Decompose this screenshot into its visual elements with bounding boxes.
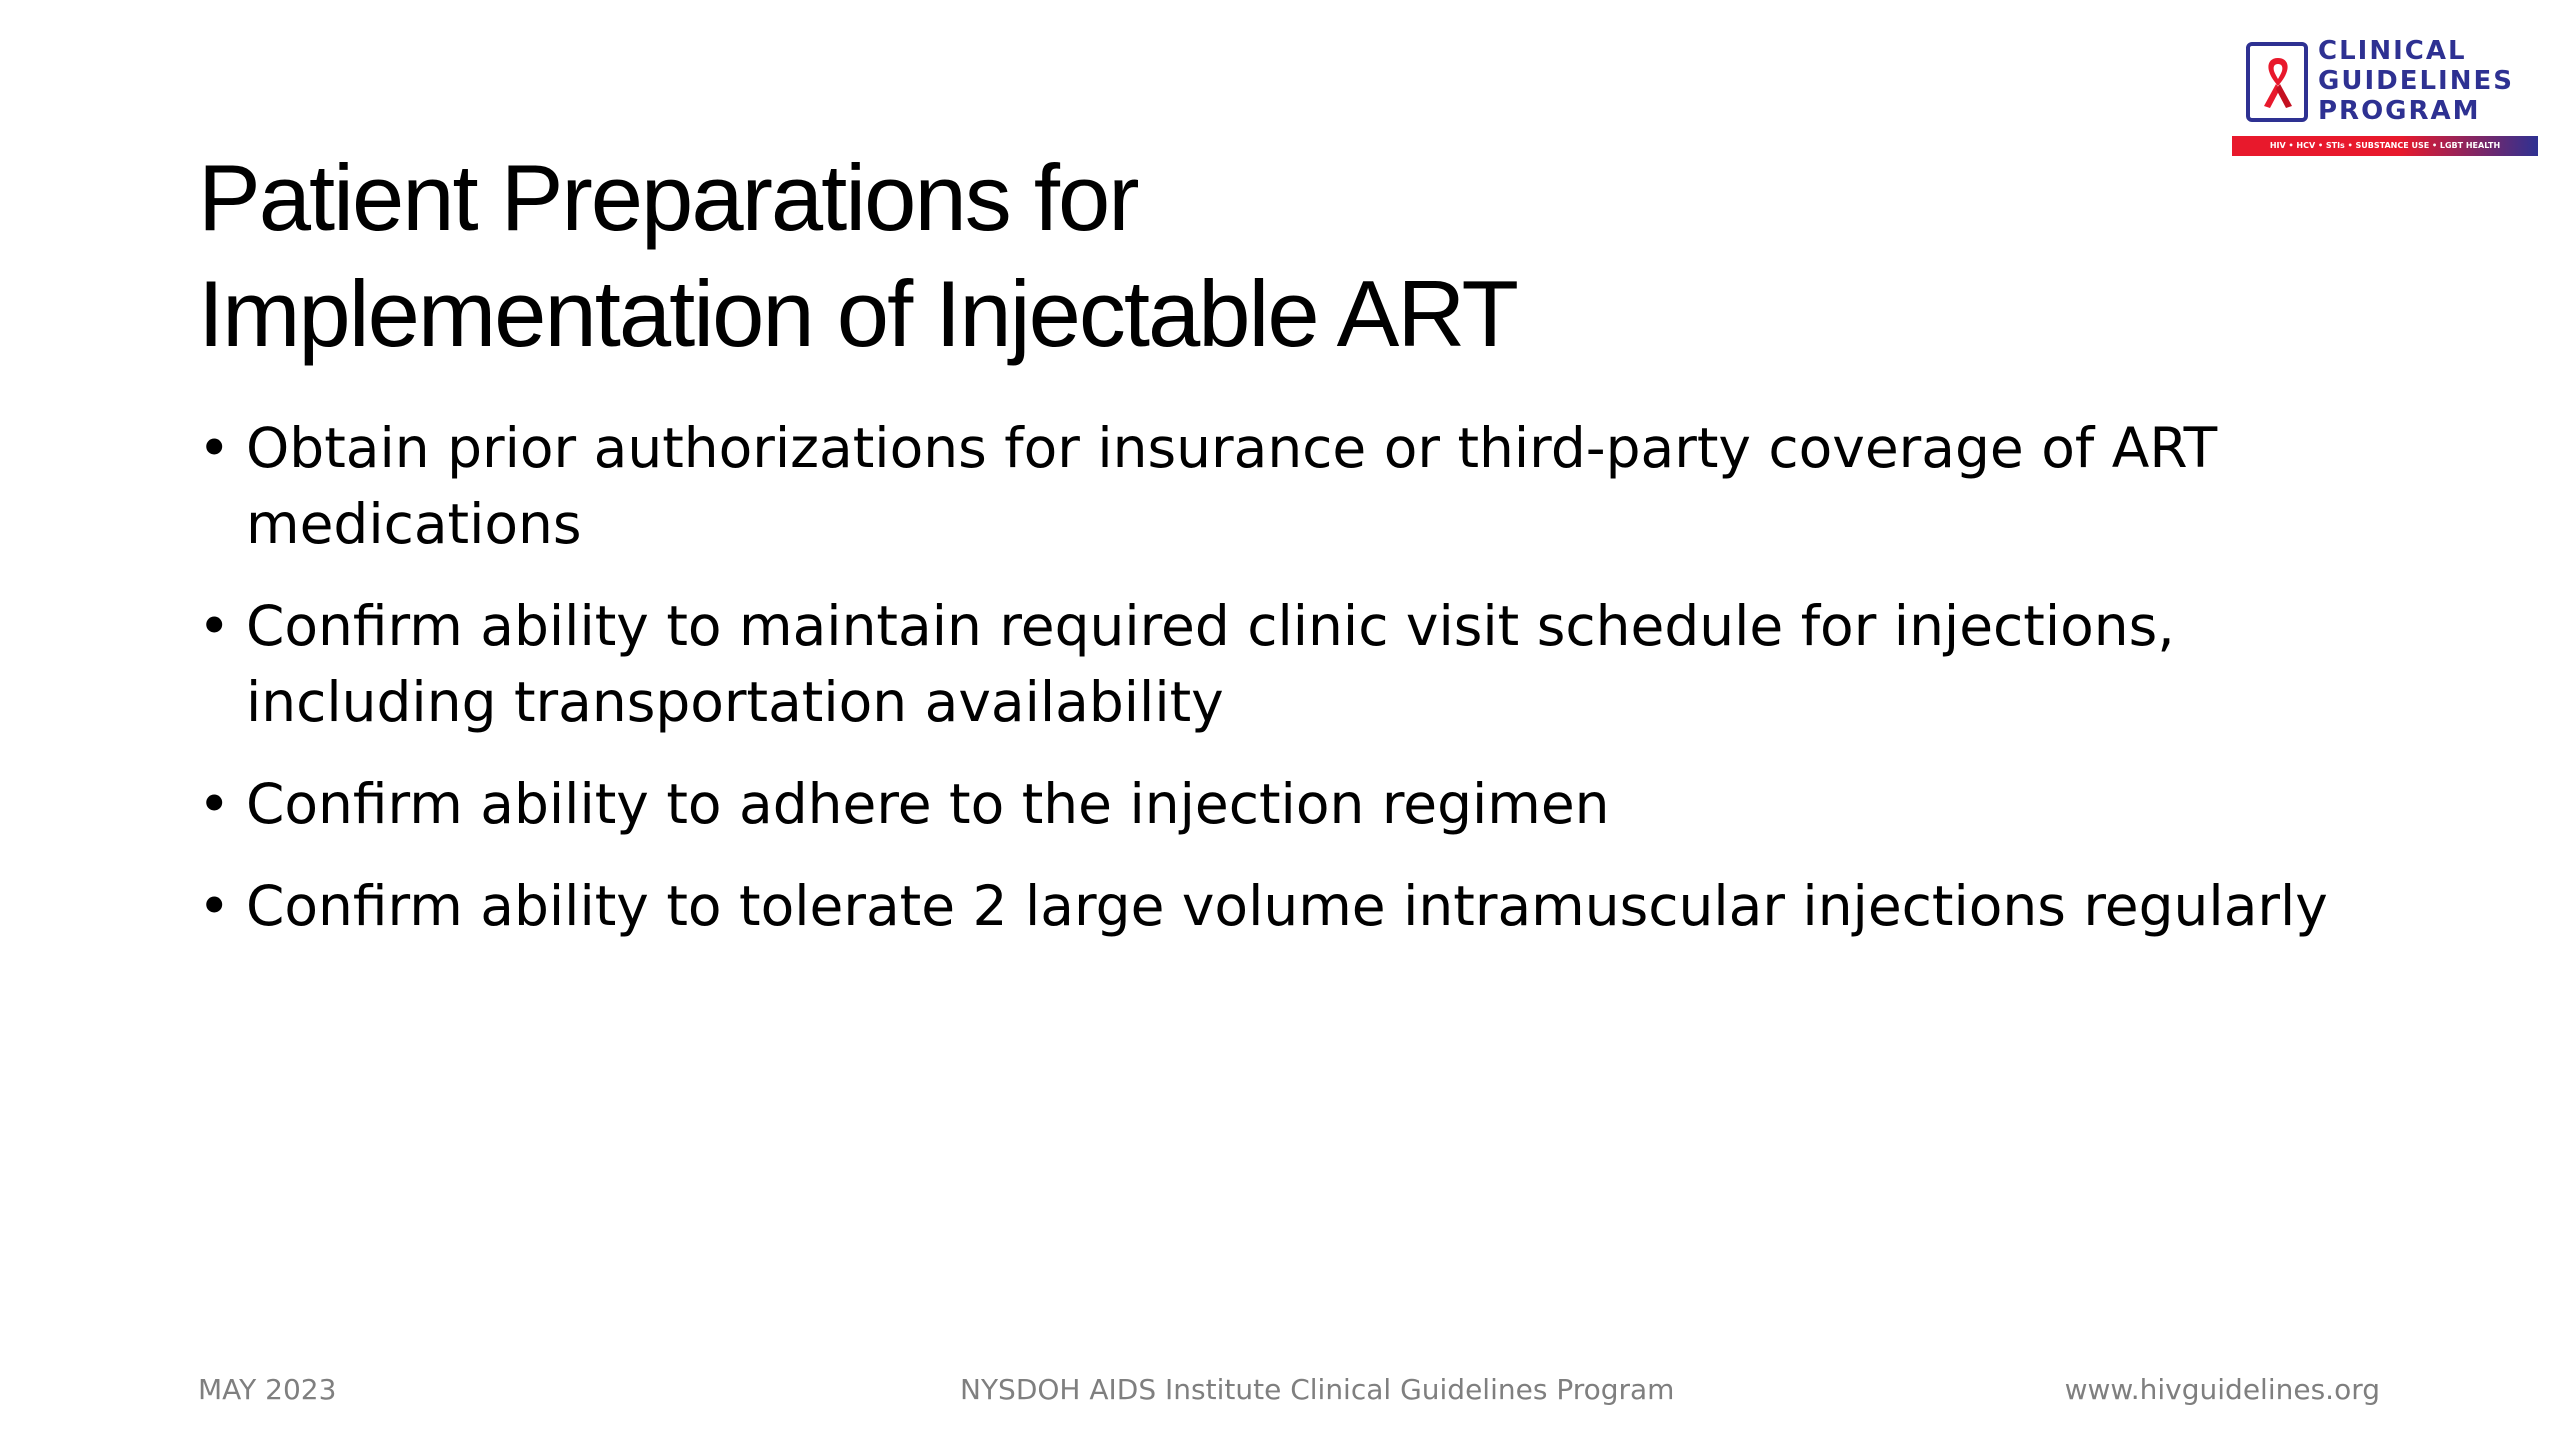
bullet-item: • Confirm ability to maintain required clinic visit schedule for injections, including transportation availability (198, 588, 2418, 740)
logo-wordmark (2318, 36, 2538, 126)
bullet-item: • Obtain prior authorizations for insurance or third-party coverage of ART medications (198, 410, 2418, 562)
logo-frame (2246, 42, 2308, 122)
slide-title (198, 140, 2098, 372)
logo-line-guidelines: GUIDELINES (2318, 66, 2514, 96)
bullet-list (198, 410, 2418, 970)
bullet-item: • Confirm ability to adhere to the injection regimen (198, 766, 2418, 842)
logo-tagline-band: HIV • HCV • STIs • SUBSTANCE USE • LGBT HEALTH (2232, 136, 2538, 156)
slide-title-line-2: Implementation of Injectable ART (198, 261, 1517, 366)
slide-title-line-1: Patient Preparations for (198, 145, 1138, 250)
logo-line-program: PROGRAM (2318, 96, 2481, 126)
footer-date: MAY 2023 (198, 1373, 337, 1406)
logo-line-clinical: CLINICAL (2318, 36, 2467, 66)
footer-program: NYSDOH AIDS Institute Clinical Guidelines Program (960, 1373, 1675, 1406)
footer-website: www.hivguidelines.org (2064, 1373, 2380, 1406)
bullet-item: • Confirm ability to tolerate 2 large volume intramuscular injections regularly (198, 868, 2418, 944)
red-ribbon-icon (2258, 54, 2298, 112)
clinical-guidelines-logo (2232, 36, 2538, 160)
